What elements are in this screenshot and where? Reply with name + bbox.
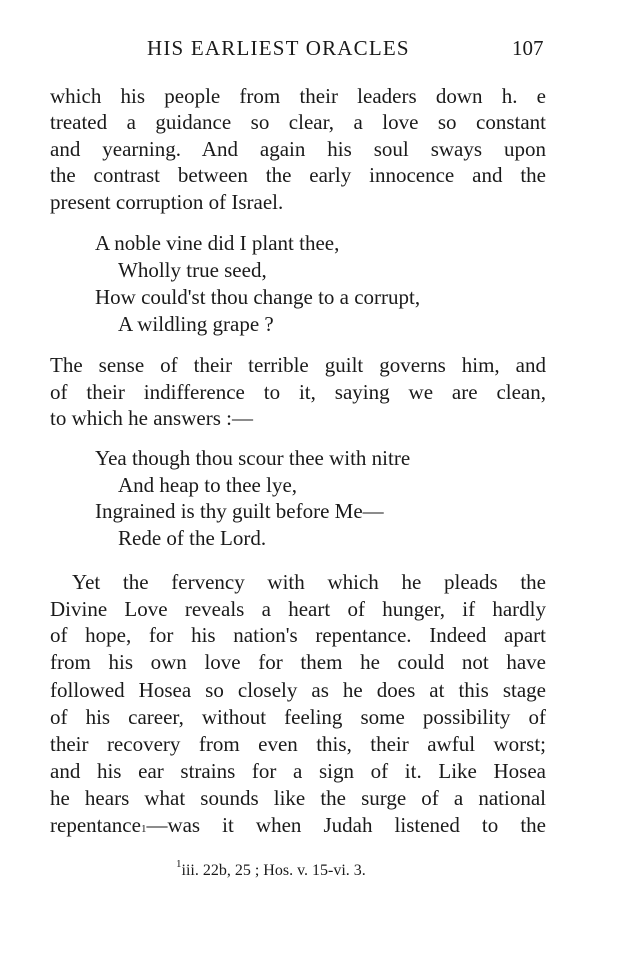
running-title: HIS EARLIEST ORACLES (147, 36, 410, 60)
text-line: of hope, for his nation's repentance. Indeed apart (50, 623, 546, 647)
running-head (0, 36, 617, 66)
verse-line: How could'st thou change to a corrupt, (95, 285, 421, 309)
text-line: and yearning. And again his soul sways upon (50, 137, 546, 161)
page-number: 107 (512, 36, 544, 60)
text-line: followed Hosea so closely as he does at this stage (50, 678, 546, 702)
text-line: their recovery from even this, their awful worst; (50, 732, 546, 756)
text-line: the contrast between the early innocence and the (50, 163, 546, 187)
text-fragment: —was it when Judah listened to the (146, 813, 546, 837)
text-line: The sense of their terrible guilt governs him, and (50, 353, 546, 377)
text-line: he hears what sounds like the surge of a national (50, 786, 546, 810)
footnote-text: iii. 22b, 25 ; Hos. v. 15-vi. 3. (181, 862, 366, 879)
verse-line: Wholly true seed, (118, 258, 267, 282)
verse-line: Yea though thou scour thee with nitre (95, 446, 411, 470)
verse-line: Ingrained is thy guilt before Me— (95, 499, 384, 523)
footnote-mark: 1 (176, 858, 182, 870)
text-line: of their indifference to it, saying we are clean, (50, 380, 546, 404)
text-line: treated a guidance so clear, a love so constant (50, 110, 546, 134)
verse-line: A noble vine did I plant thee, (95, 231, 340, 255)
text-line: to which he answers :— (50, 406, 253, 430)
text-line: which his people from their leaders down h. e (50, 84, 546, 108)
text-line: present corruption of Israel. (50, 190, 284, 214)
text-line: Divine Love reveals a heart of hunger, if hardly (50, 597, 546, 621)
footnote (176, 858, 366, 880)
text-fragment: repentance (50, 813, 141, 837)
text-line: and his ear strains for a sign of it. Like Hosea (50, 759, 546, 783)
text-line: of his career, without feeling some possibility of (50, 705, 546, 729)
verse-line: And heap to thee lye, (118, 473, 298, 497)
verse-line: Rede of the Lord. (118, 526, 267, 550)
text-line: Yet the fervency with which he pleads the (72, 570, 546, 594)
text-line: repentance 1 —was it when Judah listened to the (50, 813, 546, 837)
text-line: from his own love for them he could not have (50, 650, 546, 674)
verse-line: A wildling grape ? (118, 312, 274, 336)
